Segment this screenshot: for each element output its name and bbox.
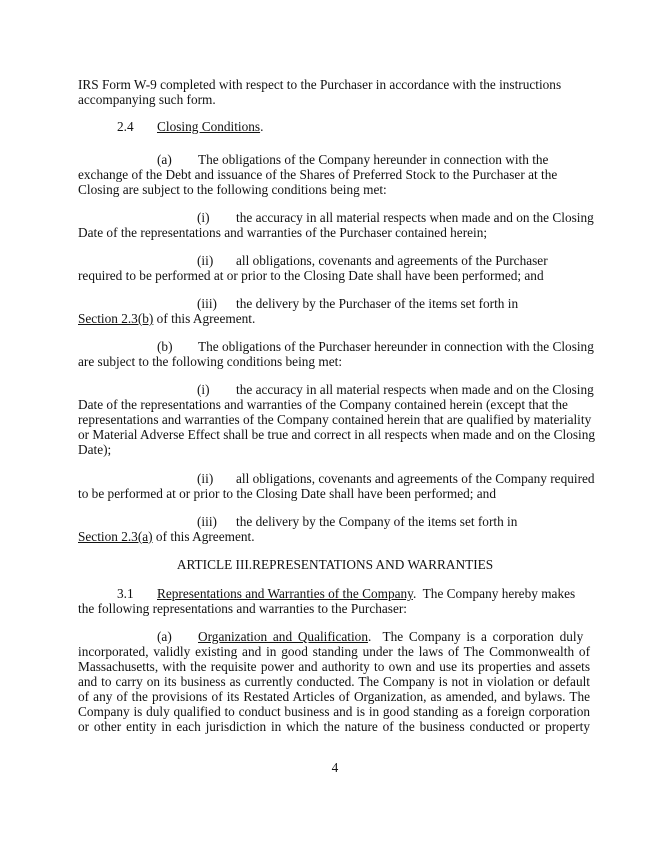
section-number: 2.4 bbox=[117, 119, 134, 134]
body-text: incorporated, validly existing and in good standing under the laws of The Commonwealth of bbox=[78, 644, 590, 659]
body-text: or other entity in each jurisdiction in which the nature of the business conducted or property bbox=[78, 719, 590, 734]
body-text: Date); bbox=[78, 442, 112, 457]
article-heading: ARTICLE III.REPRESENTATIONS AND WARRANTIES bbox=[176, 557, 494, 572]
subclause-label: (ii) bbox=[197, 253, 214, 268]
subclause-text: all obligations, covenants and agreements of the Company required bbox=[236, 471, 595, 486]
page-number: 4 bbox=[331, 760, 339, 775]
subclause-label: (iii) bbox=[197, 296, 217, 311]
body-text: are subject to the following conditions being met: bbox=[78, 354, 343, 369]
body-text: . The Company is a corporation duly bbox=[367, 629, 584, 644]
clause-label: (a) bbox=[157, 152, 172, 167]
body-text: representations and warranties of the Company contained herein that are qualified by materiality bbox=[78, 412, 592, 427]
body-text: Massachusetts, with the requisite power and authority to own and use its properties and assets bbox=[78, 659, 590, 674]
punctuation: . bbox=[260, 119, 264, 134]
clause-text: The obligations of the Company hereunder in connection with the bbox=[198, 152, 549, 167]
clause-text: The obligations of the Purchaser hereunder in connection with the Closing bbox=[198, 339, 594, 354]
body-text: of this Agreement. bbox=[153, 311, 256, 326]
body-text: or Material Adverse Effect shall be true and correct in all respects when made and on the Closing bbox=[78, 427, 596, 442]
section-reference-link[interactable]: Section 2.3(b) bbox=[78, 311, 154, 326]
cross-reference-line bbox=[78, 311, 590, 326]
section-reference-link[interactable]: Section 2.3(a) bbox=[78, 529, 153, 544]
body-text: Closing are subject to the following conditions being met: bbox=[78, 182, 387, 197]
body-text: of any of the provisions of its Restated Articles of Organization, as amended, and bylaws. The bbox=[78, 689, 590, 704]
body-text: . The Company hereby makes bbox=[412, 586, 576, 601]
section-title: Representations and Warranties of the Company bbox=[157, 586, 413, 601]
subclause-text: the delivery by the Purchaser of the items set forth in bbox=[236, 296, 519, 311]
cross-reference-line bbox=[78, 529, 590, 544]
subclause-text: the delivery by the Company of the items set forth in bbox=[236, 514, 518, 529]
subclause-label: (iii) bbox=[197, 514, 217, 529]
section-number: 3.1 bbox=[117, 586, 134, 601]
body-text: to be performed at or prior to the Closing Date shall have been performed; and bbox=[78, 486, 496, 501]
subclause-label: (ii) bbox=[197, 471, 214, 486]
clause-label: (a) bbox=[157, 629, 172, 644]
body-text: exchange of the Debt and issuance of the Shares of Preferred Stock to the Purchaser at the bbox=[78, 167, 558, 182]
body-text: and to carry on its business as currently conducted. The Company is not in violation or default bbox=[78, 674, 590, 689]
body-text: Date of the representations and warranties of the Purchaser contained herein; bbox=[78, 225, 488, 240]
body-text: of this Agreement. bbox=[152, 529, 255, 544]
subclause-label: (i) bbox=[197, 382, 210, 397]
body-text: the following representations and warranties to the Purchaser: bbox=[78, 601, 407, 616]
body-text: Date of the representations and warranties of the Company contained herein (except that the bbox=[78, 397, 568, 412]
subclause-label: (i) bbox=[197, 210, 210, 225]
subclause-text: all obligations, covenants and agreements of the Purchaser bbox=[236, 253, 548, 268]
body-text: required to be performed at or prior to the Closing Date shall have been performed; and bbox=[78, 268, 544, 283]
section-title: Closing Conditions bbox=[157, 119, 261, 134]
body-text: accompanying such form. bbox=[78, 92, 216, 107]
subclause-text: the accuracy in all material respects when made and on the Closing bbox=[236, 210, 594, 225]
body-text: IRS Form W-9 completed with respect to the Purchaser in accordance with the instructions bbox=[78, 77, 562, 92]
subclause-text: the accuracy in all material respects when made and on the Closing bbox=[236, 382, 594, 397]
clause-label: (b) bbox=[157, 339, 173, 354]
body-text: Company is duly qualified to conduct business and is in good standing as a foreign corporation bbox=[78, 704, 590, 719]
clause-title: Organization and Qualification bbox=[198, 629, 368, 644]
